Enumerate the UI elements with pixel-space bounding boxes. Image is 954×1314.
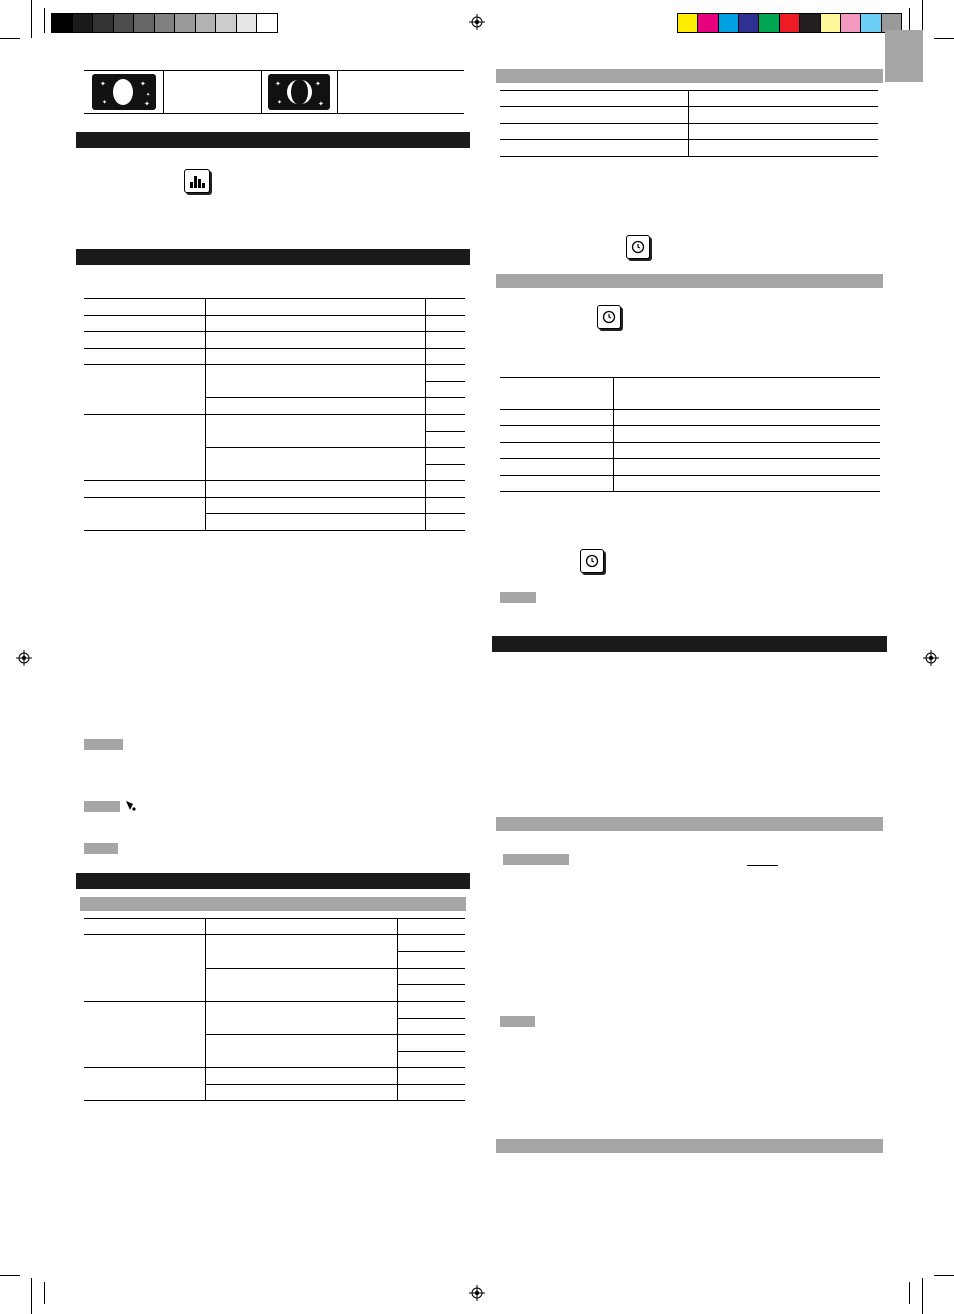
alarm-bell-icon: [123, 798, 137, 812]
subsection-header-bar: [496, 1139, 883, 1153]
note-tag: [500, 1016, 535, 1027]
crop-mark-bottom-left-v2: [44, 1282, 45, 1304]
language-tab: [885, 30, 923, 82]
crop-mark-top-right-h: [934, 38, 954, 39]
crop-mark-bottom-right-v: [922, 1278, 923, 1314]
crop-mark-top-left-v: [31, 0, 32, 38]
process-color-bar: [677, 13, 901, 33]
note-tag: [503, 854, 569, 865]
note-tag: [84, 739, 123, 750]
color-swatch: [195, 13, 217, 33]
color-swatch: [92, 13, 114, 33]
registration-mark-icon: [16, 650, 32, 666]
registration-mark-icon: [923, 650, 939, 666]
section-header-bar: [76, 132, 470, 148]
svg-text:✦: ✦: [102, 99, 108, 106]
note-tag: [84, 843, 118, 854]
color-swatch: [154, 13, 176, 33]
color-swatch: [738, 13, 759, 33]
color-swatch: [174, 13, 196, 33]
svg-text:✦: ✦: [146, 92, 151, 98]
moon-full-icon: [92, 74, 156, 110]
color-swatch: [215, 13, 237, 33]
crop-mark-bottom-left-h: [0, 1275, 20, 1276]
note-tag: [500, 592, 536, 603]
clock-icon: [580, 549, 604, 573]
color-swatch: [860, 13, 881, 33]
color-swatch: [133, 13, 155, 33]
color-swatch: [113, 13, 135, 33]
subsection-header-bar: [496, 817, 883, 831]
color-swatch: [51, 13, 73, 33]
section-header-bar: [76, 249, 470, 265]
data-table: [84, 918, 465, 1103]
crop-mark-top-left-h: [0, 38, 20, 39]
bar-chart-icon: [184, 169, 210, 193]
underline-rule: [747, 865, 778, 866]
crop-mark-bottom-right-v2: [909, 1282, 910, 1304]
svg-text:✦: ✦: [144, 100, 150, 108]
svg-text:✦: ✦: [275, 80, 281, 88]
data-table: [84, 298, 465, 532]
color-swatch: [677, 13, 698, 33]
color-swatch: [256, 13, 278, 33]
registration-mark-icon: [469, 14, 485, 30]
crop-mark-bottom-right-h: [934, 1275, 954, 1276]
crop-mark-top-left-v2: [44, 8, 45, 33]
moon-phase-table: [84, 70, 464, 114]
color-swatch: [799, 13, 820, 33]
color-swatch: [840, 13, 861, 33]
color-swatch: [779, 13, 800, 33]
color-swatch: [758, 13, 779, 33]
color-swatch: [697, 13, 718, 33]
clock-icon: [597, 305, 621, 329]
note-tag: [84, 801, 120, 812]
grayscale-bar: [51, 13, 277, 33]
registration-mark-icon: [469, 1285, 485, 1301]
data-table: [500, 377, 880, 493]
section-header-bar: [492, 636, 887, 652]
svg-text:✦: ✦: [315, 80, 321, 88]
svg-text:✦: ✦: [277, 99, 283, 106]
color-swatch: [718, 13, 739, 33]
clock-icon: [626, 235, 650, 259]
crop-mark-bottom-left-v: [31, 1278, 32, 1314]
svg-text:✦: ✦: [140, 80, 146, 88]
data-table: [500, 90, 878, 158]
section-header-bar: [76, 873, 470, 889]
moon-crescent-icon: [268, 74, 330, 110]
color-swatch: [236, 13, 258, 33]
subsection-header-bar: [80, 897, 466, 911]
svg-text:✦: ✦: [318, 100, 324, 108]
color-swatch: [72, 13, 94, 33]
svg-text:✦: ✦: [100, 80, 106, 88]
subsection-header-bar: [496, 274, 883, 288]
color-swatch: [820, 13, 841, 33]
subsection-header-bar: [496, 69, 883, 83]
